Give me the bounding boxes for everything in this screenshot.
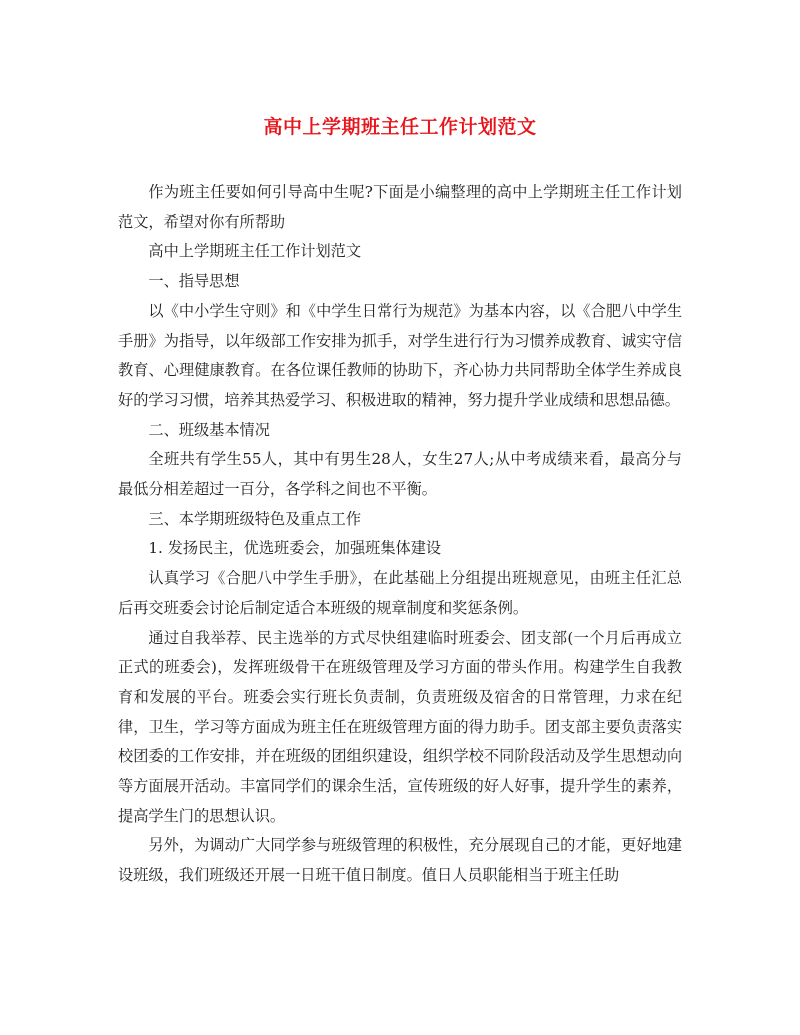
section-heading-class-situation: 二、班级基本情况 [148,420,270,439]
paragraph-guiding-thought: 以《中小学生守则》和《中学生日常行为规范》为基本内容，以《合肥八中学生手册》为指导，以年级部工作安排为抓手，对学生进行行为习惯养成教育、诚实守信教育、心理健康教育。在各位课任教师的协助下，齐心协力共同帮助全体学生养成良好的学习习惯，培养其热爱学习、积极进取的精神，努力提升学业成绩和思想品德。 [118,301,682,409]
document-title: 高中上学期班主任工作计划范文 [263,116,537,138]
paragraph-class-situation: 全班共有学生55人，其中有男生28人，女生27人;从中考成绩来看，最高分与最低分相差超过一百分，各学科之间也不平衡。 [118,450,682,499]
section-heading-guiding-thought: 一、指导思想 [148,272,240,291]
subheading-class-committee: 1. 发扬民主，优选班委会，加强班集体建设 [148,539,442,558]
paragraph-intro: 作为班主任要如何引导高中生呢?下面是小编整理的高中上学期班主任工作计划范文，希望对你有所帮助 [118,183,682,231]
paragraph-class-rules: 认真学习《合肥八中学生手册》，在此基础上分组提出班规意见，由班主任汇总后再交班委会讨论后制定适合本班级的规章制度和奖惩条例。 [118,569,682,617]
paragraph-duty-system: 另外，为调动广大同学参与班级管理的积极性，充分展现自己的才能，更好地建设班级，我们班级还开展一日班干值日制度。值日人员职能相当于班主任助 [118,836,682,885]
section-heading-key-work: 三、本学期班级特色及重点工作 [148,509,362,528]
document-body [118,178,682,891]
paragraph-subtitle: 高中上学期班主任工作计划范文 [148,242,362,261]
paragraph-committee-election: 通过自我举荐、民主选举的方式尽快组建临时班委会、团支部(一个月后再成立正式的班委会)，发挥班级骨干在班级管理及学习方面的带头作用。构建学生自我教育和发展的平台。班委会实行班长负责制，负责班级及宿舍的日常管理，力求在纪律，卫生，学习等方面成为班主任在班级管理方面的得力助手。团支部主要负责落实校团委的工作安排，并在班级的团组织建设，组织学校不同阶段活动及学生思想动向等方面展开活动。丰富同学们的课余生活，宣传班级的好人好事，提升学生的素养，提高学生门的思想认识。 [118,628,682,825]
